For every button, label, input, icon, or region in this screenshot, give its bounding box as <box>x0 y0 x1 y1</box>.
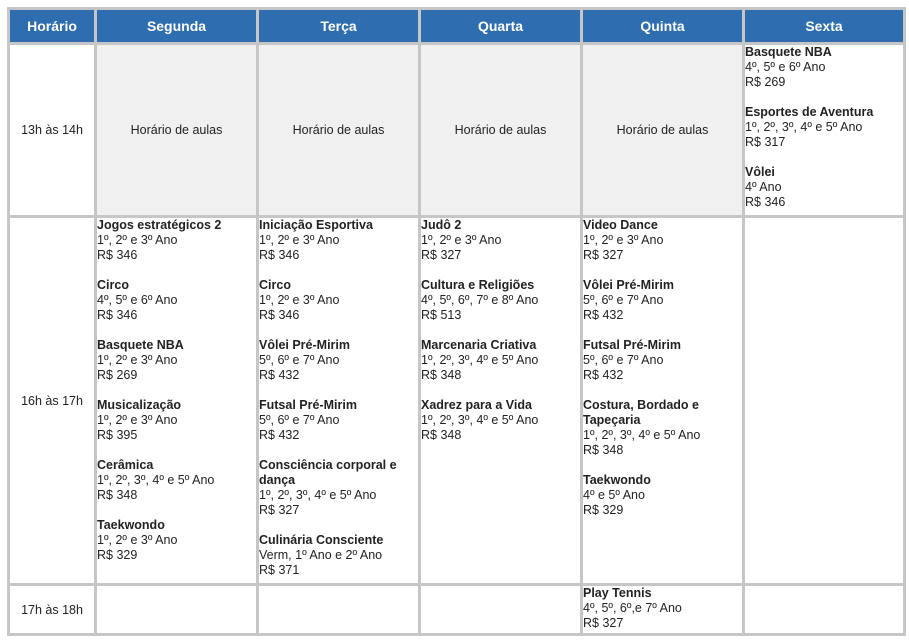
activity-entry <box>421 218 580 263</box>
activity-entry <box>583 278 742 323</box>
header-segunda: Segunda <box>97 10 259 45</box>
activity-grades: 1º, 2º, 3º, 4º e 5º Ano <box>421 353 539 367</box>
activity-price: R$ 327 <box>421 248 462 262</box>
activity-entry <box>421 398 580 443</box>
activity-name: Vôlei Pré-Mirim <box>259 338 350 352</box>
activity-grades: 1º, 2º, 3º, 4º e 5º Ano <box>259 488 377 502</box>
activity-name: Vôlei <box>745 165 775 179</box>
activity-price: R$ 395 <box>97 428 138 442</box>
activity-grades: 4º, 5º, 6º, 7º e 8º Ano <box>421 293 539 307</box>
activity-price: R$ 432 <box>259 428 300 442</box>
activity-grades: 4º e 5º Ano <box>583 488 645 502</box>
activity-name: Futsal Pré-Mirim <box>259 398 357 412</box>
time-cell: 17h às 18h <box>10 586 97 636</box>
activity-name: Jogos estratégicos 2 <box>97 218 222 232</box>
activity-price: R$ 346 <box>97 308 138 322</box>
activity-grades: 1º, 2º, 3º, 4º e 5º Ano <box>421 413 539 427</box>
activity-price: R$ 432 <box>583 368 624 382</box>
time-cell: 16h às 17h <box>10 218 97 586</box>
activity-grades: 1º, 2º e 3º Ano <box>583 233 664 247</box>
activity-name: Circo <box>97 278 129 292</box>
activity-name: Play Tennis <box>583 586 652 600</box>
activity-entry <box>259 533 418 578</box>
activity-name: Video Dance <box>583 218 658 232</box>
activity-entry <box>97 458 256 503</box>
header-sexta: Sexta <box>745 10 906 45</box>
activity-entry <box>583 473 742 518</box>
activities-cell <box>583 586 745 636</box>
activity-price: R$ 348 <box>583 443 624 457</box>
activities-cell <box>583 218 745 586</box>
activity-entry <box>97 398 256 443</box>
activity-name: Consciência corporal e dança <box>259 458 397 487</box>
activity-entry <box>97 278 256 323</box>
activity-price: R$ 269 <box>97 368 138 382</box>
activity-grades: 5º, 6º e 7º Ano <box>583 293 664 307</box>
activity-price: R$ 329 <box>97 548 138 562</box>
activity-price: R$ 269 <box>745 75 786 89</box>
header-quarta: Quarta <box>421 10 583 45</box>
activity-price: R$ 513 <box>421 308 462 322</box>
activities-cell <box>97 586 259 636</box>
activities-cell <box>259 586 421 636</box>
activity-price: R$ 348 <box>421 428 462 442</box>
table-row <box>10 218 906 586</box>
activity-entry <box>421 278 580 323</box>
activity-name: Futsal Pré-Mirim <box>583 338 681 352</box>
activity-grades: 4º, 5º, 6º,e 7º Ano <box>583 601 682 615</box>
activities-cell <box>259 218 421 586</box>
activity-name: Xadrez para a Vida <box>421 398 532 412</box>
activity-grades: 5º, 6º e 7º Ano <box>259 353 340 367</box>
header-horario: Horário <box>10 10 97 45</box>
activity-grades: 1º, 2º e 3º Ano <box>421 233 502 247</box>
activity-grades: 1º, 2º e 3º Ano <box>97 413 178 427</box>
activities-cell <box>421 586 583 636</box>
activities-cell <box>97 218 259 586</box>
activity-grades: 1º, 2º, 3º, 4º e 5º Ano <box>745 120 863 134</box>
activity-grades: Verm, 1º Ano e 2º Ano <box>259 548 383 562</box>
activity-entry <box>583 398 742 458</box>
activity-name: Vôlei Pré-Mirim <box>583 278 674 292</box>
activity-grades: 1º, 2º, 3º, 4º e 5º Ano <box>97 473 215 487</box>
activity-price: R$ 432 <box>259 368 300 382</box>
activity-name: Circo <box>259 278 291 292</box>
class-hours-cell: Horário de aulas <box>259 45 421 218</box>
activity-grades: 1º, 2º e 3º Ano <box>259 293 340 307</box>
activity-name: Costura, Bordado e Tapeçaria <box>583 398 699 427</box>
activity-price: R$ 346 <box>745 195 786 209</box>
activity-name: Marcenaria Criativa <box>421 338 537 352</box>
activity-entry <box>583 338 742 383</box>
activity-name: Taekwondo <box>97 518 165 532</box>
class-hours-cell: Horário de aulas <box>583 45 745 218</box>
activity-entry <box>259 278 418 323</box>
header-terca: Terça <box>259 10 421 45</box>
activity-grades: 1º, 2º e 3º Ano <box>259 233 340 247</box>
class-hours-cell: Horário de aulas <box>97 45 259 218</box>
activity-grades: 1º, 2º, 3º, 4º e 5º Ano <box>583 428 701 442</box>
activity-grades: 1º, 2º e 3º Ano <box>97 533 178 547</box>
activities-cell <box>745 586 906 636</box>
activity-name: Cultura e Religiões <box>421 278 535 292</box>
activity-entry <box>583 586 742 631</box>
time-cell: 13h às 14h <box>10 45 97 218</box>
activity-grades: 4º, 5º e 6º Ano <box>97 293 178 307</box>
activity-entry <box>745 105 903 150</box>
activity-price: R$ 329 <box>583 503 624 517</box>
activity-entry <box>97 218 256 263</box>
activity-name: Cerâmica <box>97 458 154 472</box>
activity-name: Esportes de Aventura <box>745 105 874 119</box>
activity-grades: 1º, 2º e 3º Ano <box>97 233 178 247</box>
activity-entry <box>421 338 580 383</box>
activity-price: R$ 346 <box>97 248 138 262</box>
class-hours-cell: Horário de aulas <box>421 45 583 218</box>
activity-price: R$ 327 <box>583 248 624 262</box>
activity-grades: 1º, 2º e 3º Ano <box>97 353 178 367</box>
activity-entry <box>583 218 742 263</box>
activity-price: R$ 327 <box>583 616 624 630</box>
activities-cell <box>745 45 906 218</box>
activity-entry <box>259 338 418 383</box>
table-row <box>10 586 906 636</box>
activity-name: Iniciação Esportiva <box>259 218 373 232</box>
header-row <box>10 10 906 45</box>
activity-name: Basquete NBA <box>745 45 832 59</box>
activity-entry <box>259 218 418 263</box>
activity-name: Judô 2 <box>421 218 462 232</box>
activity-price: R$ 432 <box>583 308 624 322</box>
activity-price: R$ 348 <box>421 368 462 382</box>
activity-name: Basquete NBA <box>97 338 184 352</box>
activity-entry <box>97 338 256 383</box>
activity-price: R$ 348 <box>97 488 138 502</box>
activity-grades: 5º, 6º e 7º Ano <box>583 353 664 367</box>
activities-cell <box>745 218 906 586</box>
activity-name: Culinária Consciente <box>259 533 384 547</box>
activity-grades: 4º, 5º e 6º Ano <box>745 60 826 74</box>
activity-grades: 4º Ano <box>745 180 782 194</box>
activity-entry <box>745 45 903 90</box>
activity-price: R$ 371 <box>259 563 300 577</box>
activity-name: Musicalização <box>97 398 182 412</box>
activity-entry <box>259 458 418 518</box>
schedule-table <box>7 7 906 636</box>
activity-price: R$ 346 <box>259 248 300 262</box>
activity-name: Taekwondo <box>583 473 651 487</box>
activity-price: R$ 327 <box>259 503 300 517</box>
activity-grades: 5º, 6º e 7º Ano <box>259 413 340 427</box>
header-quinta: Quinta <box>583 10 745 45</box>
table-row <box>10 45 906 218</box>
activities-cell <box>421 218 583 586</box>
activity-entry <box>745 165 903 210</box>
activity-entry <box>259 398 418 443</box>
activity-price: R$ 317 <box>745 135 786 149</box>
activity-entry <box>97 518 256 563</box>
activity-price: R$ 346 <box>259 308 300 322</box>
